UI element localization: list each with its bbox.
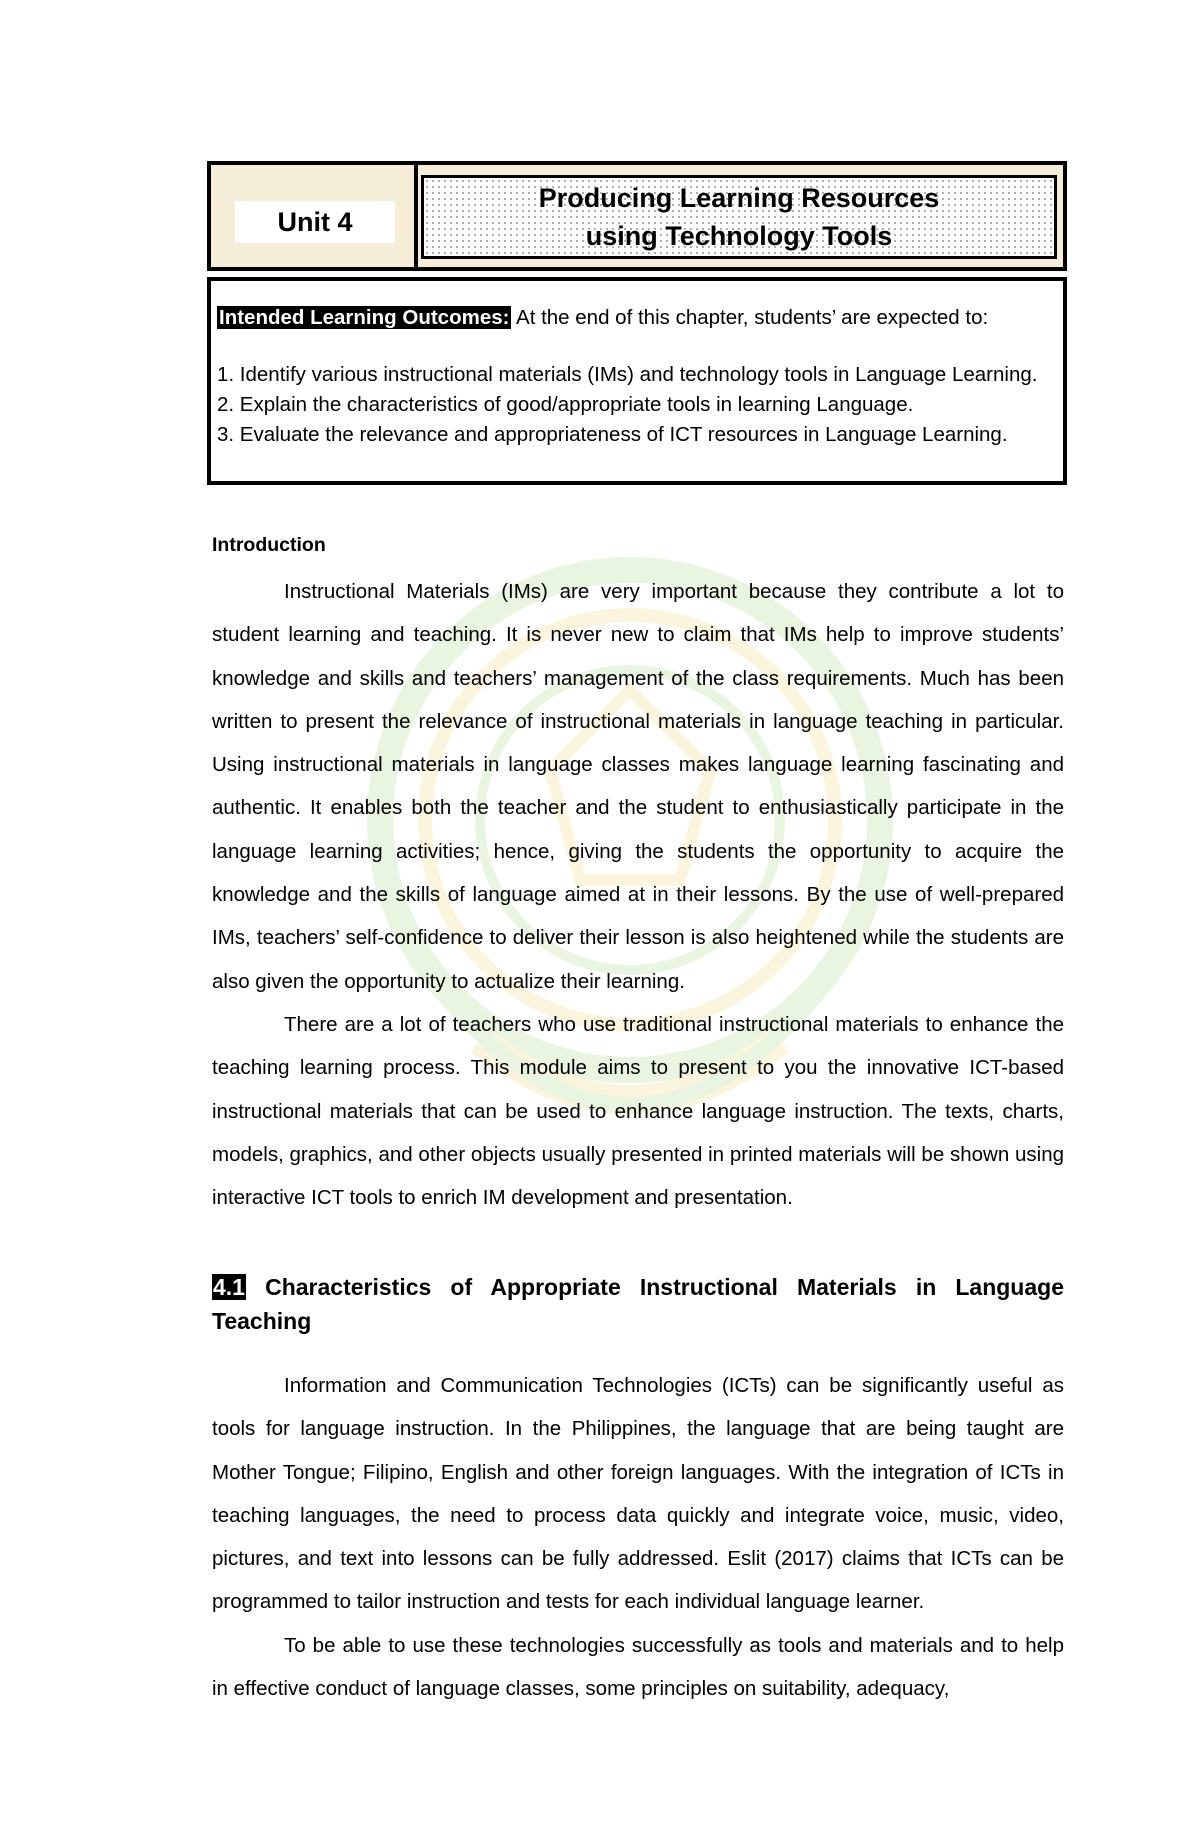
learning-outcomes-label: Intended Learning Outcomes: <box>219 306 510 329</box>
unit-label <box>235 201 395 243</box>
learning-outcomes-intro <box>217 303 1057 333</box>
section-paragraph: To be able to use these technologies successfully as tools and materials and to help in effective conduct of language classes, some principles on suitability, adequacy, <box>212 1633 1064 1701</box>
introduction-paragraph: Instructional Materials (IMs) are very important because they contribute a lot to student learning and teaching. It is never new to claim that IMs help to improve students’ knowledge and skills and teachers’ management of the class requirements. Much has been written to present the relevance of instructional materials in language teaching in particular. Using instructional materials in language classes makes language learning fascinating and authentic. It enables both the teacher and the student to enthusiastically participate in the language learning activities; hence, giving the students the opportunity to acquire the knowledge and the skills of language aimed at in their lessons. By the use of well-prepared IMs, teachers’ self-confidence to deliver their lesson is also heightened while the students are also given the opportunity to actualize their learning. <box>212 580 1064 993</box>
introduction-heading: Introduction <box>212 534 326 556</box>
learning-outcome-item: 3. Evaluate the relevance and appropriateness of ICT resources in Language Learning. <box>217 423 1008 446</box>
section-heading <box>212 1270 1064 1338</box>
section-title: Characteristics of Appropriate Instructional Materials in Language Teaching <box>212 1274 1064 1334</box>
unit-header-divider <box>414 165 418 267</box>
unit-header <box>207 161 1067 271</box>
unit-title: Producing Learning Resources using Technology Tools <box>538 183 940 251</box>
introduction-body <box>212 570 1064 1219</box>
section-number: 4.1 <box>213 1274 245 1300</box>
introduction-paragraph: There are a lot of teachers who use traditional instructional materials to enhance the teaching learning process. This module aims to present to you the innovative ICT-based instructional materials that can be used to enhance language instruction. The texts, charts, models, graphics, and other objects usually presented in printed materials will be shown using interactive ICT tools to enrich IM development and presentation. <box>212 1012 1064 1210</box>
unit-title-box <box>421 175 1057 259</box>
section-paragraph: Information and Communication Technologies (ICTs) can be significantly useful as tools for language instruction. In the Philippines, the language that are being taught are Mother Tongue; Filipino, English and other foreign languages. With the integration of ICTs in teaching languages, the need to process data quickly and integrate voice, music, video, pictures, and text into lessons can be fully addressed. Eslit (2017) claims that ICTs can be programmed to tailor instruction and tests for each individual language learner. <box>212 1374 1064 1614</box>
unit-label-text: Unit 4 <box>277 206 353 237</box>
section-body <box>212 1364 1064 1710</box>
learning-outcomes-box <box>207 277 1067 485</box>
learning-outcomes-lead: At the end of this chapter, students’ are expected to: <box>511 306 989 329</box>
learning-outcome-item: 1. Identify various instructional materials (IMs) and technology tools in Language Learning. <box>217 363 1038 386</box>
learning-outcomes-list <box>217 360 1057 450</box>
learning-outcome-item: 2. Explain the characteristics of good/appropriate tools in learning Language. <box>217 393 914 416</box>
